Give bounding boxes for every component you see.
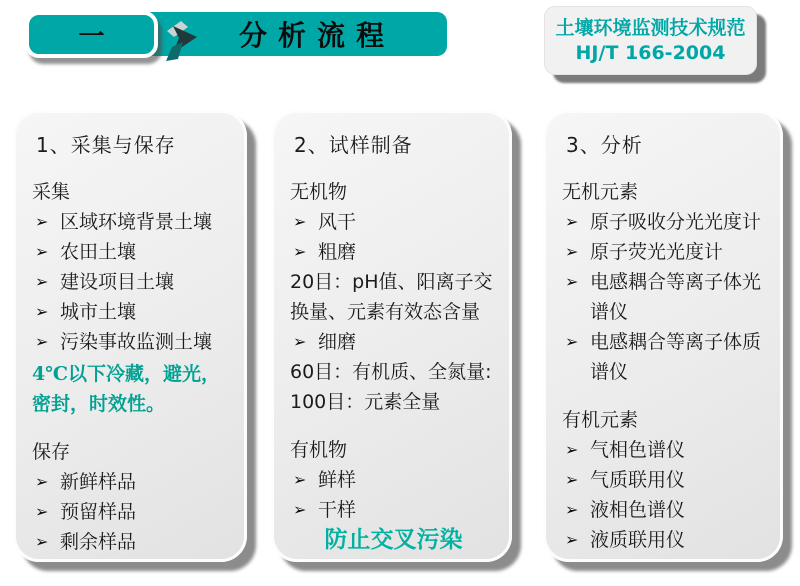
standard-badge-line1: 土壤环境监测技术规范 (555, 16, 746, 39)
list-item (290, 237, 497, 267)
item-text: 农田土壤 (60, 241, 137, 263)
list-item (32, 527, 232, 557)
inorganic-prep-list (290, 327, 497, 357)
bullet-arrow-icon (290, 327, 318, 357)
section-number: 一 (78, 22, 105, 52)
mesh-60-note: 60目：有机质、全氮量: (290, 361, 492, 383)
cross-contamination-note: 防止交叉污染 (324, 526, 463, 553)
list-item (562, 435, 768, 465)
group-label-inorganic: 无机物 (290, 181, 348, 203)
group-label-collection: 采集 (32, 181, 71, 203)
bullet-arrow-icon (32, 207, 60, 237)
list-item (32, 327, 232, 357)
card-title: 2、试样制备 (294, 133, 413, 157)
item-text: 区域环境背景土壤 (60, 211, 213, 233)
list-item (32, 467, 232, 497)
list-item (562, 237, 768, 267)
bullet-arrow-icon (290, 495, 318, 525)
bullet-arrow-icon (32, 267, 60, 297)
list-item (562, 495, 768, 525)
bullet-arrow-icon (32, 297, 60, 327)
card-title: 3、分析 (566, 133, 643, 157)
bullet-arrow-icon (32, 237, 60, 267)
list-item (290, 327, 497, 357)
item-text: 新鲜样品 (60, 471, 137, 493)
list-item (32, 497, 232, 527)
item-text: 干样 (318, 499, 357, 521)
bullet-arrow-icon (290, 237, 318, 267)
group-label-organic: 有机物 (290, 439, 348, 461)
section-number-box (25, 11, 158, 58)
bullet-arrow-icon (290, 207, 318, 237)
page-title: 分析流程 (238, 19, 395, 52)
card-title: 1、采集与保存 (36, 133, 176, 157)
chevron-arrow-icon (161, 17, 205, 63)
list-item (32, 207, 232, 237)
item-text: 细磨 (318, 331, 357, 353)
mesh-20-note: 20目：pH值、阳离子交换量、元素有效态含量 (290, 271, 493, 323)
list-item (562, 525, 768, 555)
bullet-arrow-icon (562, 435, 590, 465)
item-text: 液相色谱仪 (590, 499, 686, 521)
item-text: 风干 (318, 211, 357, 233)
list-item (32, 267, 232, 297)
list-item (32, 297, 232, 327)
standard-badge (544, 6, 757, 75)
list-item (562, 207, 768, 237)
collection-list (32, 207, 232, 357)
item-text: 电感耦合等离子体质谱仪 (590, 331, 762, 383)
bullet-arrow-icon (32, 497, 60, 527)
card-collection-storage (13, 110, 247, 562)
list-item (562, 327, 768, 387)
item-text: 鲜样 (318, 469, 357, 491)
inorganic-prep-list (290, 207, 497, 267)
bullet-arrow-icon (562, 495, 590, 525)
standard-badge-line2: HJ/T 166-2004 (575, 41, 726, 64)
group-label-storage: 保存 (32, 441, 71, 463)
bullet-arrow-icon (562, 525, 590, 555)
item-text: 原子荧光光度计 (590, 241, 724, 263)
group-label-inorganic-elements: 无机元素 (562, 181, 639, 203)
storage-list (32, 467, 232, 557)
item-text: 预留样品 (60, 501, 137, 523)
bullet-arrow-icon (562, 327, 590, 357)
card-sample-preparation (271, 110, 512, 562)
mesh-100-note: 100目：元素全量 (290, 391, 441, 413)
item-text: 原子吸收分光光度计 (590, 211, 762, 233)
item-text: 城市土壤 (60, 301, 137, 323)
storage-condition-note: 4℃以下冷藏，避光，密封，时效性。 (32, 363, 220, 415)
bullet-arrow-icon (562, 267, 590, 297)
group-label-organic-elements: 有机元素 (562, 409, 639, 431)
item-text: 剩余样品 (60, 531, 137, 553)
bullet-arrow-icon (290, 465, 318, 495)
item-text: 电感耦合等离子体光谱仪 (590, 271, 762, 323)
inorganic-instrument-list (562, 207, 768, 387)
list-item (562, 465, 768, 495)
bullet-arrow-icon (32, 327, 60, 357)
list-item (32, 237, 232, 267)
card-analysis (543, 110, 783, 562)
bullet-arrow-icon (32, 527, 60, 557)
item-text: 气质联用仪 (590, 469, 686, 491)
bullet-arrow-icon (562, 465, 590, 495)
bullet-arrow-icon (562, 207, 590, 237)
list-item (290, 495, 497, 525)
item-text: 液质联用仪 (590, 529, 686, 551)
bullet-arrow-icon (32, 467, 60, 497)
bullet-arrow-icon (562, 237, 590, 267)
organic-prep-list (290, 465, 497, 525)
list-item (290, 207, 497, 237)
list-item (290, 465, 497, 495)
item-text: 粗磨 (318, 241, 357, 263)
organic-instrument-list (562, 435, 768, 555)
item-text: 建设项目土壤 (60, 271, 175, 293)
list-item (562, 267, 768, 327)
item-text: 污染事故监测土壤 (60, 331, 213, 353)
item-text: 气相色谱仪 (590, 439, 686, 461)
